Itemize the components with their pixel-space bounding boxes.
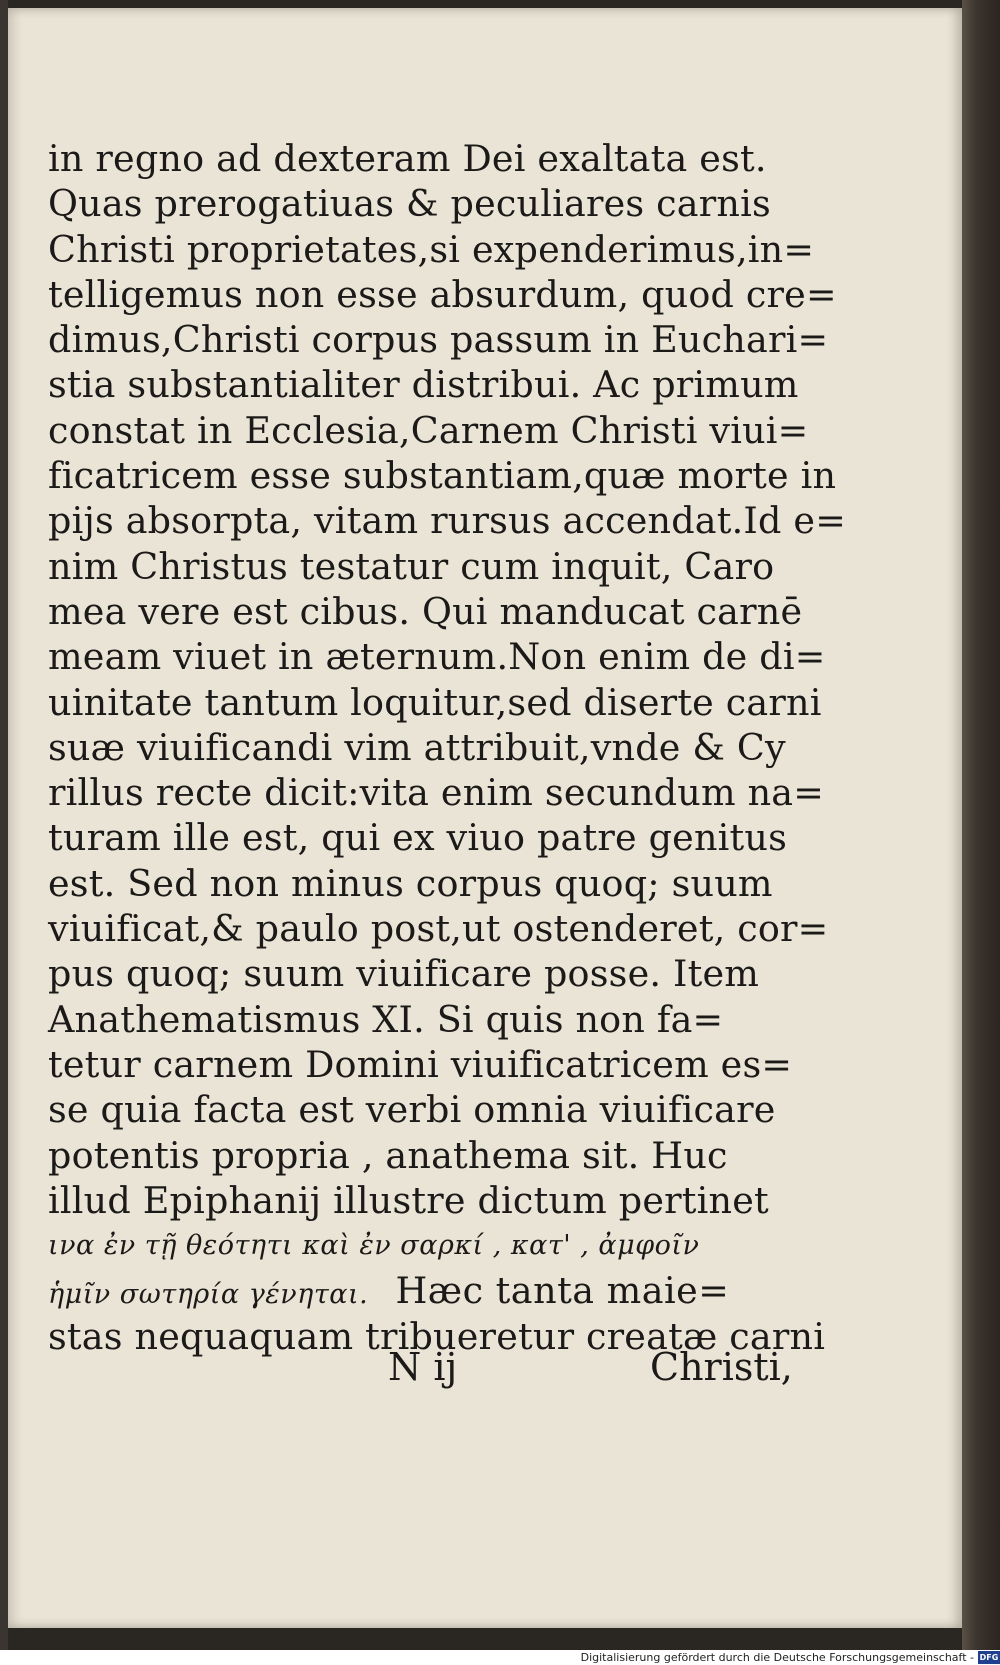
text-line: pus quoq; suum viuificare posse. Item: [48, 952, 760, 996]
text-line: mea vere est cibus. Qui manducat carnē: [48, 589, 803, 633]
text-line: turam ille est, qui ex viuo patre genitus: [48, 816, 788, 860]
text-line: Christi proprietates,si expenderimus,in=: [48, 227, 815, 271]
book-binding-edge: [962, 0, 1000, 1650]
text-line: meam viuet in æternum.Non enim de di=: [48, 635, 826, 679]
text-line: Quas prerogatiuas & peculiares carnis: [48, 182, 771, 226]
text-line: pijs absorpta, vitam rursus accendat.Id e=: [48, 499, 846, 543]
text-line: viuificat,& paulo post,ut ostenderet, cor=: [48, 907, 829, 951]
left-page-edge: [0, 0, 8, 1650]
text-line: stas nequaquam tribueretur creatæ carni: [48, 1314, 826, 1358]
text-line: constat in Ecclesia,Carnem Christi viui=: [48, 408, 809, 452]
signature-mark: N ij: [388, 1345, 458, 1389]
text-line: nim Christus testatur cum inquit, Caro: [48, 544, 775, 588]
greek-line-with-latin: [48, 1268, 828, 1313]
credit-bar: [0, 1650, 1000, 1665]
text-line: ficatricem esse substantiam,quæ morte in: [48, 454, 837, 498]
catchword: Christi,: [650, 1345, 793, 1389]
text-line: est. Sed non minus corpus quoq; suum: [48, 861, 773, 905]
text-line: rillus recte dicit:vita enim secundum na=: [48, 771, 825, 815]
latin-text: Hæc tanta maie=: [395, 1269, 730, 1313]
page-footer: [388, 1345, 848, 1395]
dfg-logo-icon: DFG: [979, 1653, 999, 1662]
text-line: potentis propria , anathema sit. Huc: [48, 1133, 728, 1177]
text-line: uinitate tantum loquitur,sed diserte carni: [48, 680, 822, 724]
text-line: tetur carnem Domini viuificatricem es=: [48, 1042, 793, 1086]
text-line: se quia facta est verbi omnia viuificare: [48, 1088, 776, 1132]
greek-line: ινα ἐν τῇ θεότητι καὶ ἐν σαρκί , κατ' , ἀμφοῖν: [48, 1230, 700, 1262]
text-line: dimus,Christi corpus passum in Euchari=: [48, 318, 829, 362]
text-line: in regno ad dexteram Dei exaltata est.: [48, 137, 767, 180]
text-line: telligemus non esse absurdum, quod cre=: [48, 272, 837, 316]
book-page: [8, 8, 962, 1628]
funding-credit: Digitalisierung gefördert durch die Deutsche Forschungsgemeinschaft -: [580, 1651, 974, 1664]
text-line: stia substantialiter distribui. Ac primum: [48, 363, 799, 407]
greek-text: ἡμῖν σωτηρία γένηται.: [48, 1279, 369, 1311]
page-text: [48, 136, 846, 1359]
text-line: Anathematismus XI. Si quis non fa=: [48, 997, 724, 1041]
text-line: suæ viuificandi vim attribuit,vnde & Cy: [48, 725, 786, 769]
text-line: illud Epiphanij illustre dictum pertinet: [48, 1178, 769, 1222]
